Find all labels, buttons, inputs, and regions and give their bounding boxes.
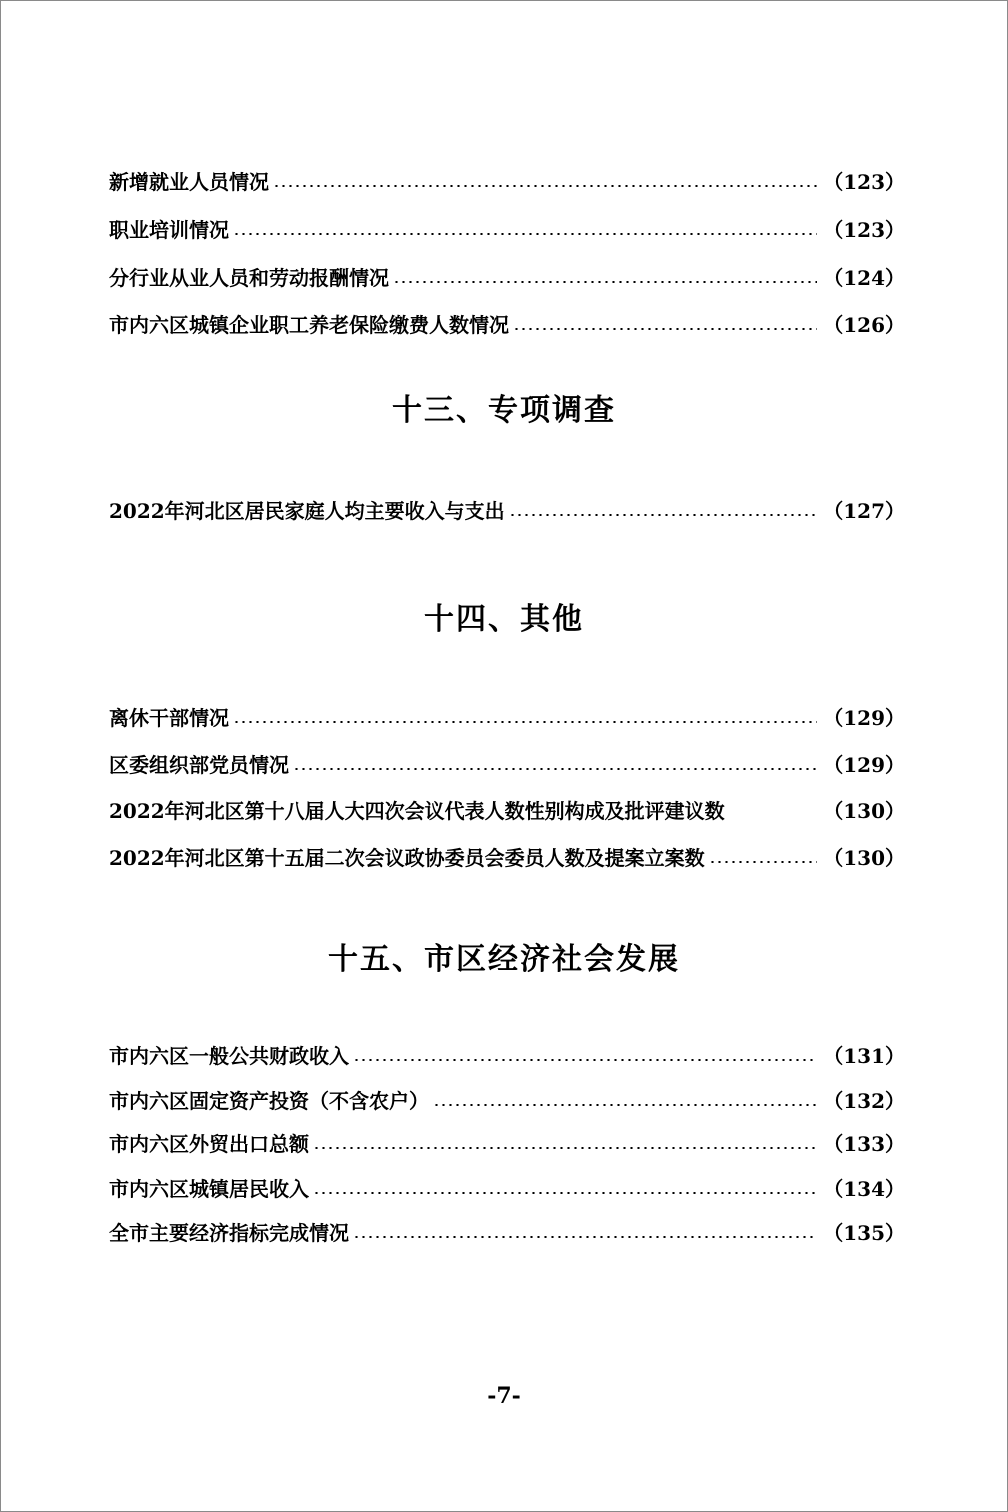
- toc-entry[interactable]: [109, 1084, 905, 1118]
- leader-dots: [353, 1059, 817, 1061]
- toc-entry-page: （124）: [823, 266, 905, 290]
- toc-entry-page: （130）: [823, 846, 905, 870]
- toc-entry[interactable]: [109, 701, 905, 735]
- toc-entry-page: （129）: [823, 706, 905, 730]
- toc-entry[interactable]: [109, 841, 905, 875]
- toc-entry-page: （134）: [823, 1177, 905, 1201]
- toc-entry-page: （123）: [823, 170, 905, 194]
- toc-entry-title: 2022年河北区第十八届人大四次会议代表人数性别构成及批评建议数: [109, 799, 725, 823]
- toc-entry[interactable]: [109, 165, 905, 199]
- leader-dots: [729, 814, 818, 816]
- leader-dots: [233, 721, 817, 723]
- toc-entry[interactable]: [109, 494, 905, 528]
- toc-entry-title: 市内六区城镇企业职工养老保险缴费人数情况: [109, 313, 509, 337]
- toc-entry-title: 市内六区一般公共财政收入: [109, 1044, 349, 1068]
- toc-entry-title: 市内六区城镇居民收入: [109, 1177, 309, 1201]
- toc-entry[interactable]: [109, 794, 905, 828]
- page-number: -7-: [487, 1383, 521, 1409]
- toc-entry[interactable]: [109, 308, 905, 342]
- section-heading: 十四、其他: [424, 602, 584, 637]
- leader-dots: [709, 861, 818, 863]
- toc-entry-title: 市内六区固定资产投资（不含农户）: [109, 1089, 429, 1113]
- toc-entry[interactable]: [109, 213, 905, 247]
- toc-entry[interactable]: [109, 1127, 905, 1161]
- leader-dots: [393, 281, 817, 283]
- toc-entry-title: 职业培训情况: [109, 218, 229, 242]
- toc-entry[interactable]: [109, 1216, 905, 1250]
- toc-entry-page: （127）: [823, 499, 905, 523]
- toc-entry-title: 全市主要经济指标完成情况: [109, 1221, 349, 1245]
- leader-dots: [293, 768, 817, 770]
- leader-dots: [509, 514, 818, 516]
- leader-dots: [313, 1147, 817, 1149]
- toc-entry-page: （135）: [823, 1221, 905, 1245]
- toc-entry[interactable]: [109, 748, 905, 782]
- toc-entry[interactable]: [109, 1039, 905, 1073]
- toc-entry-page: （131）: [823, 1044, 905, 1068]
- toc-entry-page: （133）: [823, 1132, 905, 1156]
- leader-dots: [513, 328, 817, 330]
- toc-entry-title: 2022年河北区第十五届二次会议政协委员会委员人数及提案立案数: [109, 846, 705, 870]
- leader-dots: [273, 185, 817, 187]
- section-heading: 十三、专项调查: [392, 393, 616, 428]
- toc-entry-page: （123）: [823, 218, 905, 242]
- toc-entry-title: 区委组织部党员情况: [109, 753, 289, 777]
- section-heading: 十五、市区经济社会发展: [328, 942, 680, 977]
- leader-dots: [313, 1192, 817, 1194]
- toc-entry-title: 离休干部情况: [109, 706, 229, 730]
- toc-entry[interactable]: [109, 1172, 905, 1206]
- toc-entry[interactable]: [109, 261, 905, 295]
- leader-dots: [233, 233, 817, 235]
- leader-dots: [353, 1236, 817, 1238]
- toc-entry-page: （132）: [823, 1089, 905, 1113]
- toc-entry-title: 分行业从业人员和劳动报酬情况: [109, 266, 389, 290]
- toc-entry-page: （130）: [823, 799, 905, 823]
- toc-entry-page: （126）: [823, 313, 905, 337]
- toc-entry-title: 2022年河北区居民家庭人均主要收入与支出: [109, 499, 505, 523]
- toc-entry-page: （129）: [823, 753, 905, 777]
- toc-entry-title: 新增就业人员情况: [109, 170, 269, 194]
- toc-entry-title: 市内六区外贸出口总额: [109, 1132, 309, 1156]
- leader-dots: [433, 1104, 817, 1106]
